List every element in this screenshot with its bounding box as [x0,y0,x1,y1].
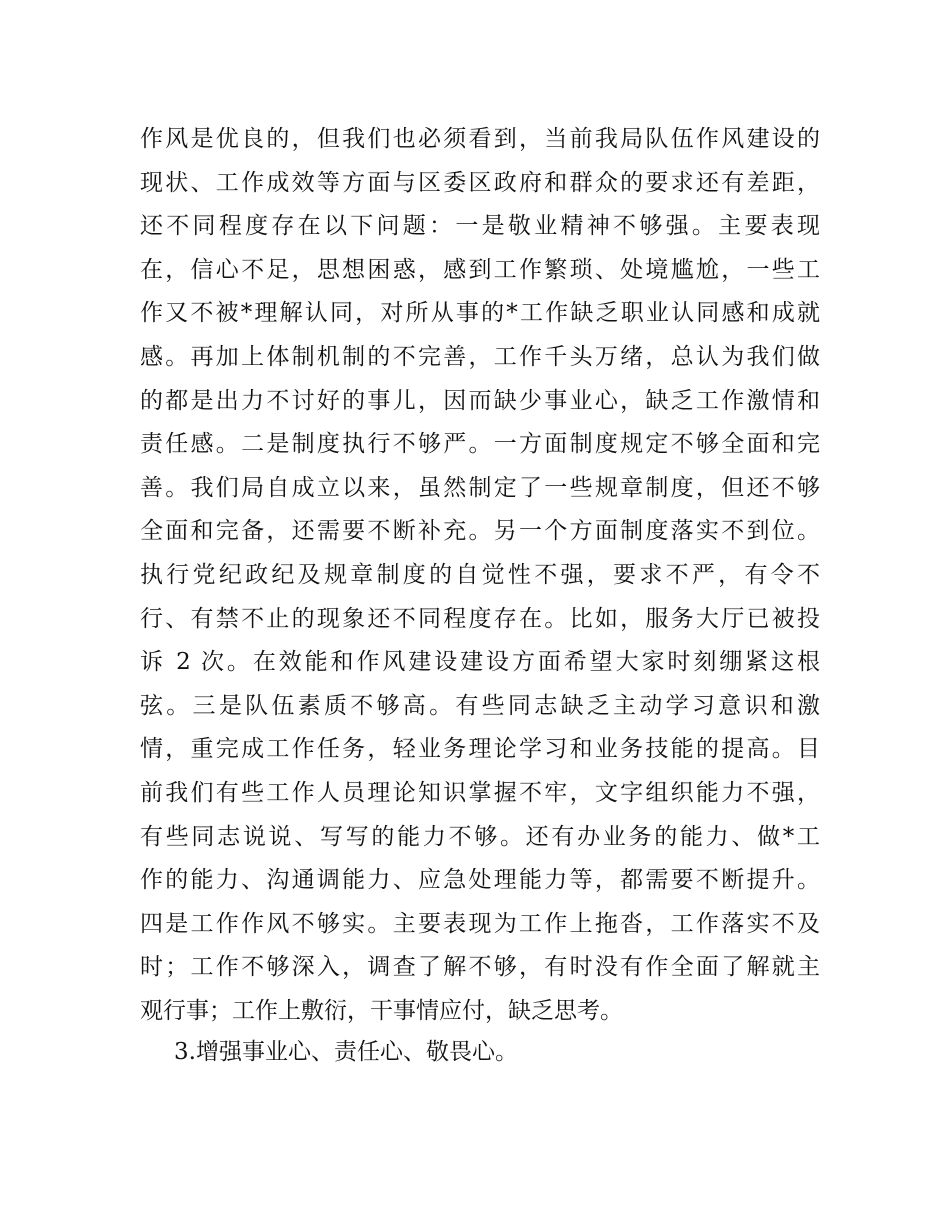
paragraph-line: 弦。三是队伍素质不够高。有些同志缺乏主动学习意识和激 [140,692,820,719]
paragraph-line: 前我们有些工作人员理论知识掌握不牢，文字组织能力不强， [140,779,820,806]
paragraph-line: 感。再加上体制机制的不完善，工作千头万绪，总认为我们做 [140,343,820,370]
paragraph-line: 作的能力、沟通调能力、应急处理能力等，都需要不断提升。 [140,867,820,894]
paragraph-line: 执行党纪政纪及规章制度的自觉性不强，要求不严，有令不 [140,561,820,588]
paragraph-line: 诉 2 次。在效能和作风建设建设方面希望大家时刻绷紧这根 [140,649,820,676]
paragraph-line: 四是工作作风不够实。主要表现为工作上拖沓，工作落实不及 [140,910,820,937]
paragraph-line: 作又不被*理解认同，对所从事的*工作缺乏职业认同感和成就 [140,300,820,327]
paragraph-line: 时；工作不够深入，调查了解不够，有时没有作全面了解就主 [140,954,820,981]
paragraph-line: 全面和完备，还需要不断补充。另一个方面制度落实不到位。 [140,518,820,545]
paragraph-line: 现状、工作成效等方面与区委区政府和群众的要求还有差距， [140,169,820,196]
paragraph-line: 还不同程度存在以下问题：一是敬业精神不够强。主要表现 [140,213,820,240]
section-heading: 3.增强事业心、责任心、敬畏心。 [174,1039,518,1065]
paragraph-line: 在，信心不足，思想困惑，感到工作繁琐、处境尴尬，一些工 [140,256,820,283]
paragraph-line: 的都是出力不讨好的事儿，因而缺少事业心，缺乏工作激情和 [140,387,820,414]
paragraph-line: 情，重完成工作任务，轻业务理论学习和业务技能的提高。目 [140,736,820,763]
body-paragraph [140,118,820,1033]
paragraph-line: 作风是优良的，但我们也必须看到，当前我局队伍作风建设的 [140,126,820,152]
paragraph-line: 责任感。二是制度执行不够严。一方面制度规定不够全面和完 [140,431,820,458]
paragraph-line: 行、有禁不止的现象还不同程度存在。比如，服务大厅已被投 [140,605,820,632]
paragraph-line: 有些同志说说、写写的能力不够。还有办业务的能力、做*工 [140,823,820,850]
paragraph-line: 观行事；工作上敷衍，干事情应付，缺乏思考。 [140,997,623,1024]
paragraph-line: 善。我们局自成立以来，虽然制定了一些规章制度，但还不够 [140,474,820,501]
